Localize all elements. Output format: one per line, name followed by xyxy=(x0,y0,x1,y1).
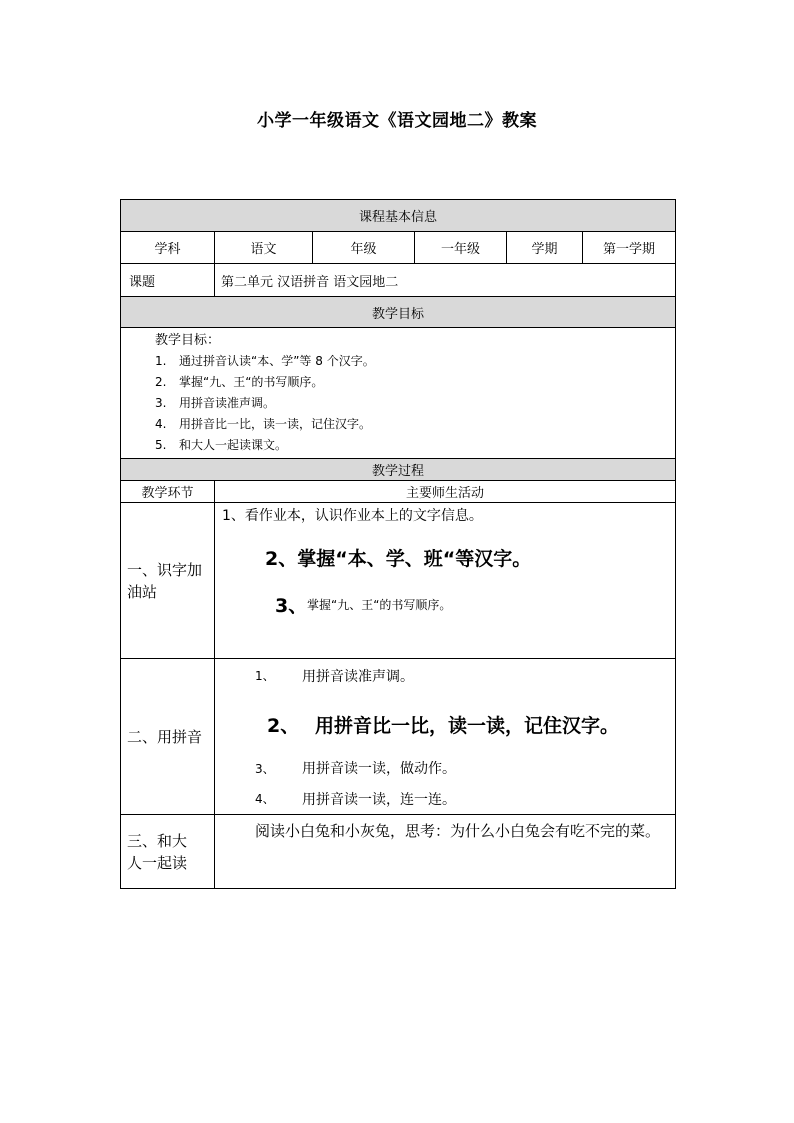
activity-number: 1、 xyxy=(255,669,275,683)
activity-line: 掌握“九、王“的书写顺序。 xyxy=(307,598,452,612)
topic-value: 第二单元 汉语拼音 语文园地二 xyxy=(215,264,676,297)
objective-item: 4. 用拼音比一比，读一读，记住汉字。 xyxy=(155,417,372,431)
stage-activities xyxy=(215,503,676,659)
col-stage-header: 教学环节 xyxy=(121,481,215,503)
grade-value: 一年级 xyxy=(415,232,507,264)
basic-info-header: 课程基本信息 xyxy=(121,200,676,232)
stage-activities xyxy=(215,659,676,815)
objective-item: 5. 和大人一起读课文。 xyxy=(155,438,288,452)
stage-name: 三、和大人一起读 xyxy=(121,815,215,889)
activity-number: 3、 xyxy=(275,595,308,617)
activity-line: 阅读小白兔和小灰兔，思考：为什么小白兔会有吃不完的菜。 xyxy=(255,822,661,840)
activity-number: 3、 xyxy=(255,762,275,776)
objectives-intro: 教学目标： xyxy=(155,333,221,348)
objectives-header: 教学目标 xyxy=(121,297,676,328)
process-header: 教学过程 xyxy=(121,459,676,481)
stage-name: 一、识字加油站 xyxy=(121,503,215,659)
subject-value: 语文 xyxy=(215,232,313,264)
activity-line: 用拼音读准声调。 xyxy=(302,669,414,685)
activity-line: 用拼音比一比，读一读，记住汉字。 xyxy=(315,715,620,737)
activity-number: 4、 xyxy=(255,792,275,806)
lesson-plan-table xyxy=(120,199,676,889)
activity-line: 2、掌握“本、学、班“等汉字。 xyxy=(265,548,532,570)
term-label: 学期 xyxy=(507,232,583,264)
objective-item: 1. 通过拼音认读“本、学”等 8 个汉字。 xyxy=(155,354,375,368)
objectives-list xyxy=(121,328,676,459)
document-title: 小学一年级语文《语文园地二》教案 xyxy=(257,111,537,131)
objective-item: 2. 掌握“九、王“的书写顺序。 xyxy=(155,375,324,389)
grade-label: 年级 xyxy=(313,232,415,264)
activity-line: 用拼音读一读，做动作。 xyxy=(302,761,456,777)
activity-number: 2、 xyxy=(267,715,300,737)
stage-name: 二、用拼音 xyxy=(121,659,215,815)
topic-label: 课题 xyxy=(121,264,215,297)
objective-item: 3. 用拼音读准声调。 xyxy=(155,396,276,410)
term-value: 第一学期 xyxy=(583,232,676,264)
activity-line: 用拼音读一读，连一连。 xyxy=(302,792,456,808)
col-activity-header: 主要师生活动 xyxy=(215,481,676,503)
stage-activities xyxy=(215,815,676,889)
subject-label: 学科 xyxy=(121,232,215,264)
activity-line: 1、看作业本，认识作业本上的文字信息。 xyxy=(222,508,483,524)
